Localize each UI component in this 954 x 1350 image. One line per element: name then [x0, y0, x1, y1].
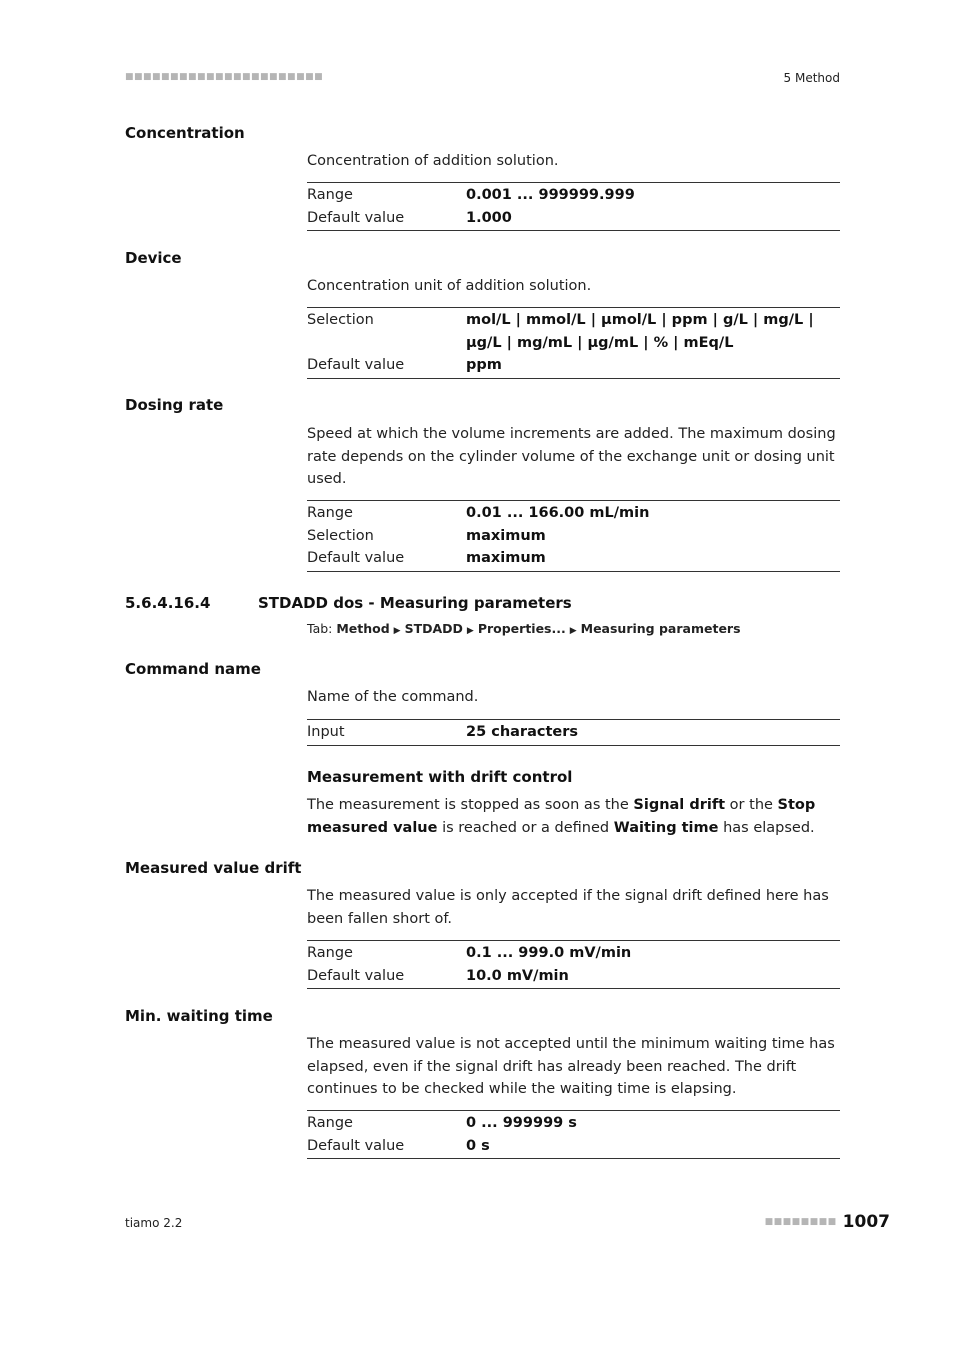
param-table-device	[307, 307, 840, 379]
section-title: STDADD dos - Measuring parameters	[258, 594, 572, 612]
row-value: 0 ... 999999 s	[466, 1115, 577, 1131]
table-row	[307, 207, 840, 230]
row-value	[466, 309, 840, 354]
tab-breadcrumb	[307, 621, 741, 636]
breadcrumb-item: STDADD	[404, 621, 463, 636]
row-label: Default value	[307, 357, 405, 373]
tab-prefix: Tab:	[307, 621, 333, 636]
row-label: Input	[307, 724, 345, 740]
row-value: maximum	[466, 550, 546, 566]
table-row	[307, 502, 840, 525]
row-label: Range	[307, 945, 353, 961]
footer-product-name: tiamo 2.2	[125, 1216, 183, 1230]
table-row	[307, 525, 840, 548]
row-label: Default value	[307, 967, 405, 984]
table-row	[307, 184, 840, 207]
bold-term: Waiting time	[613, 819, 719, 836]
chapter-title: 5 Method	[783, 71, 840, 85]
page-number: 1007	[842, 1212, 890, 1232]
row-label: Default value	[307, 550, 405, 566]
row-value: maximum	[466, 527, 546, 544]
param-title-measured-value-drift: Measured value drift	[125, 859, 302, 877]
table-row	[307, 354, 840, 377]
param-title-command-name: Command name	[125, 660, 261, 678]
param-title-dosing-rate: Dosing rate	[125, 396, 224, 414]
breadcrumb-arrow-icon: ▶	[466, 626, 474, 636]
subheading-drift-control: Measurement with drift control	[307, 768, 573, 786]
table-row	[307, 721, 840, 744]
row-label: Range	[307, 505, 353, 521]
text-run: The measurement is stopped as soon as the	[307, 797, 634, 813]
row-label: Selection	[307, 312, 374, 328]
table-row	[307, 309, 840, 354]
param-title-concentration: Concentration	[125, 124, 245, 142]
param-table-min-waiting-time	[307, 1110, 840, 1159]
breadcrumb-item: Method	[336, 621, 390, 636]
param-title-min-waiting-time: Min. waiting time	[125, 1007, 273, 1025]
param-description-dosing-rate: Speed at which the volume increments are added. The maximum dosing rate depends on the cylinder volume of the exchange unit or dosing unit used.	[307, 426, 836, 487]
footer-page-info	[765, 1212, 890, 1232]
row-value: 0.01 ... 166.00 mL/min	[466, 505, 650, 521]
text-run: or the	[725, 797, 778, 813]
row-value: 10.0 mV/min	[466, 967, 569, 984]
footer-decoration: ■■■■■■■■	[764, 1217, 837, 1227]
text-run: is reached or a defined	[437, 819, 614, 836]
param-description-device: Concentration unit of addition solution.	[307, 278, 592, 294]
row-label: Selection	[307, 527, 374, 544]
row-value: 0 s	[466, 1137, 490, 1154]
row-label: Range	[307, 1115, 353, 1131]
param-title-device: Device	[125, 249, 182, 267]
param-description-measured-value-drift: The measured value is only accepted if the signal drift defined here has been fallen short of.	[307, 888, 829, 927]
param-table-concentration	[307, 182, 840, 231]
drift-control-description	[307, 794, 842, 839]
section-number: 5.6.4.16.4	[125, 594, 211, 612]
param-table-dosing-rate	[307, 500, 840, 572]
row-value: 0.1 ... 999.0 mV/min	[466, 945, 632, 961]
breadcrumb-arrow-icon: ▶	[393, 626, 401, 636]
row-value: 0.001 ... 999999.999	[466, 187, 635, 203]
param-description-command-name: Name of the command.	[307, 689, 479, 705]
breadcrumb-item: Measuring parameters	[580, 621, 741, 636]
text-run: has elapsed.	[718, 819, 815, 836]
table-row	[307, 547, 840, 570]
bold-term: Stop measured value	[307, 797, 816, 836]
row-value: ppm	[466, 357, 502, 373]
header-decoration: ■■■■■■■■■■■■■■■■■■■■■■	[125, 72, 324, 82]
param-description-concentration: Concentration of addition solution.	[307, 153, 559, 169]
table-row	[307, 1135, 840, 1158]
bold-term: Signal drift	[633, 797, 726, 813]
param-description-min-waiting-time: The measured value is not accepted until the minimum waiting time has elapsed, even if the signal drift has already been reached. The drift continues to be checked while the waiting time is elapsing.	[307, 1036, 835, 1097]
table-row	[307, 965, 840, 988]
selection-line-2: µg/L | mg/mL | µg/mL | % | mEq/L	[466, 334, 734, 351]
selection-line-1: mol/L | mmol/L | µmol/L | ppm | g/L | mg/L |	[466, 312, 814, 328]
table-row	[307, 1112, 840, 1135]
row-value: 1.000	[466, 209, 512, 226]
row-label: Default value	[307, 1137, 405, 1154]
param-table-command-name	[307, 719, 840, 746]
row-label: Default value	[307, 209, 405, 226]
row-label: Range	[307, 187, 353, 203]
row-value: 25 characters	[466, 724, 579, 740]
table-row	[307, 942, 840, 965]
breadcrumb-item: Properties...	[477, 621, 566, 636]
breadcrumb-arrow-icon: ▶	[569, 626, 577, 636]
param-table-measured-value-drift	[307, 940, 840, 989]
